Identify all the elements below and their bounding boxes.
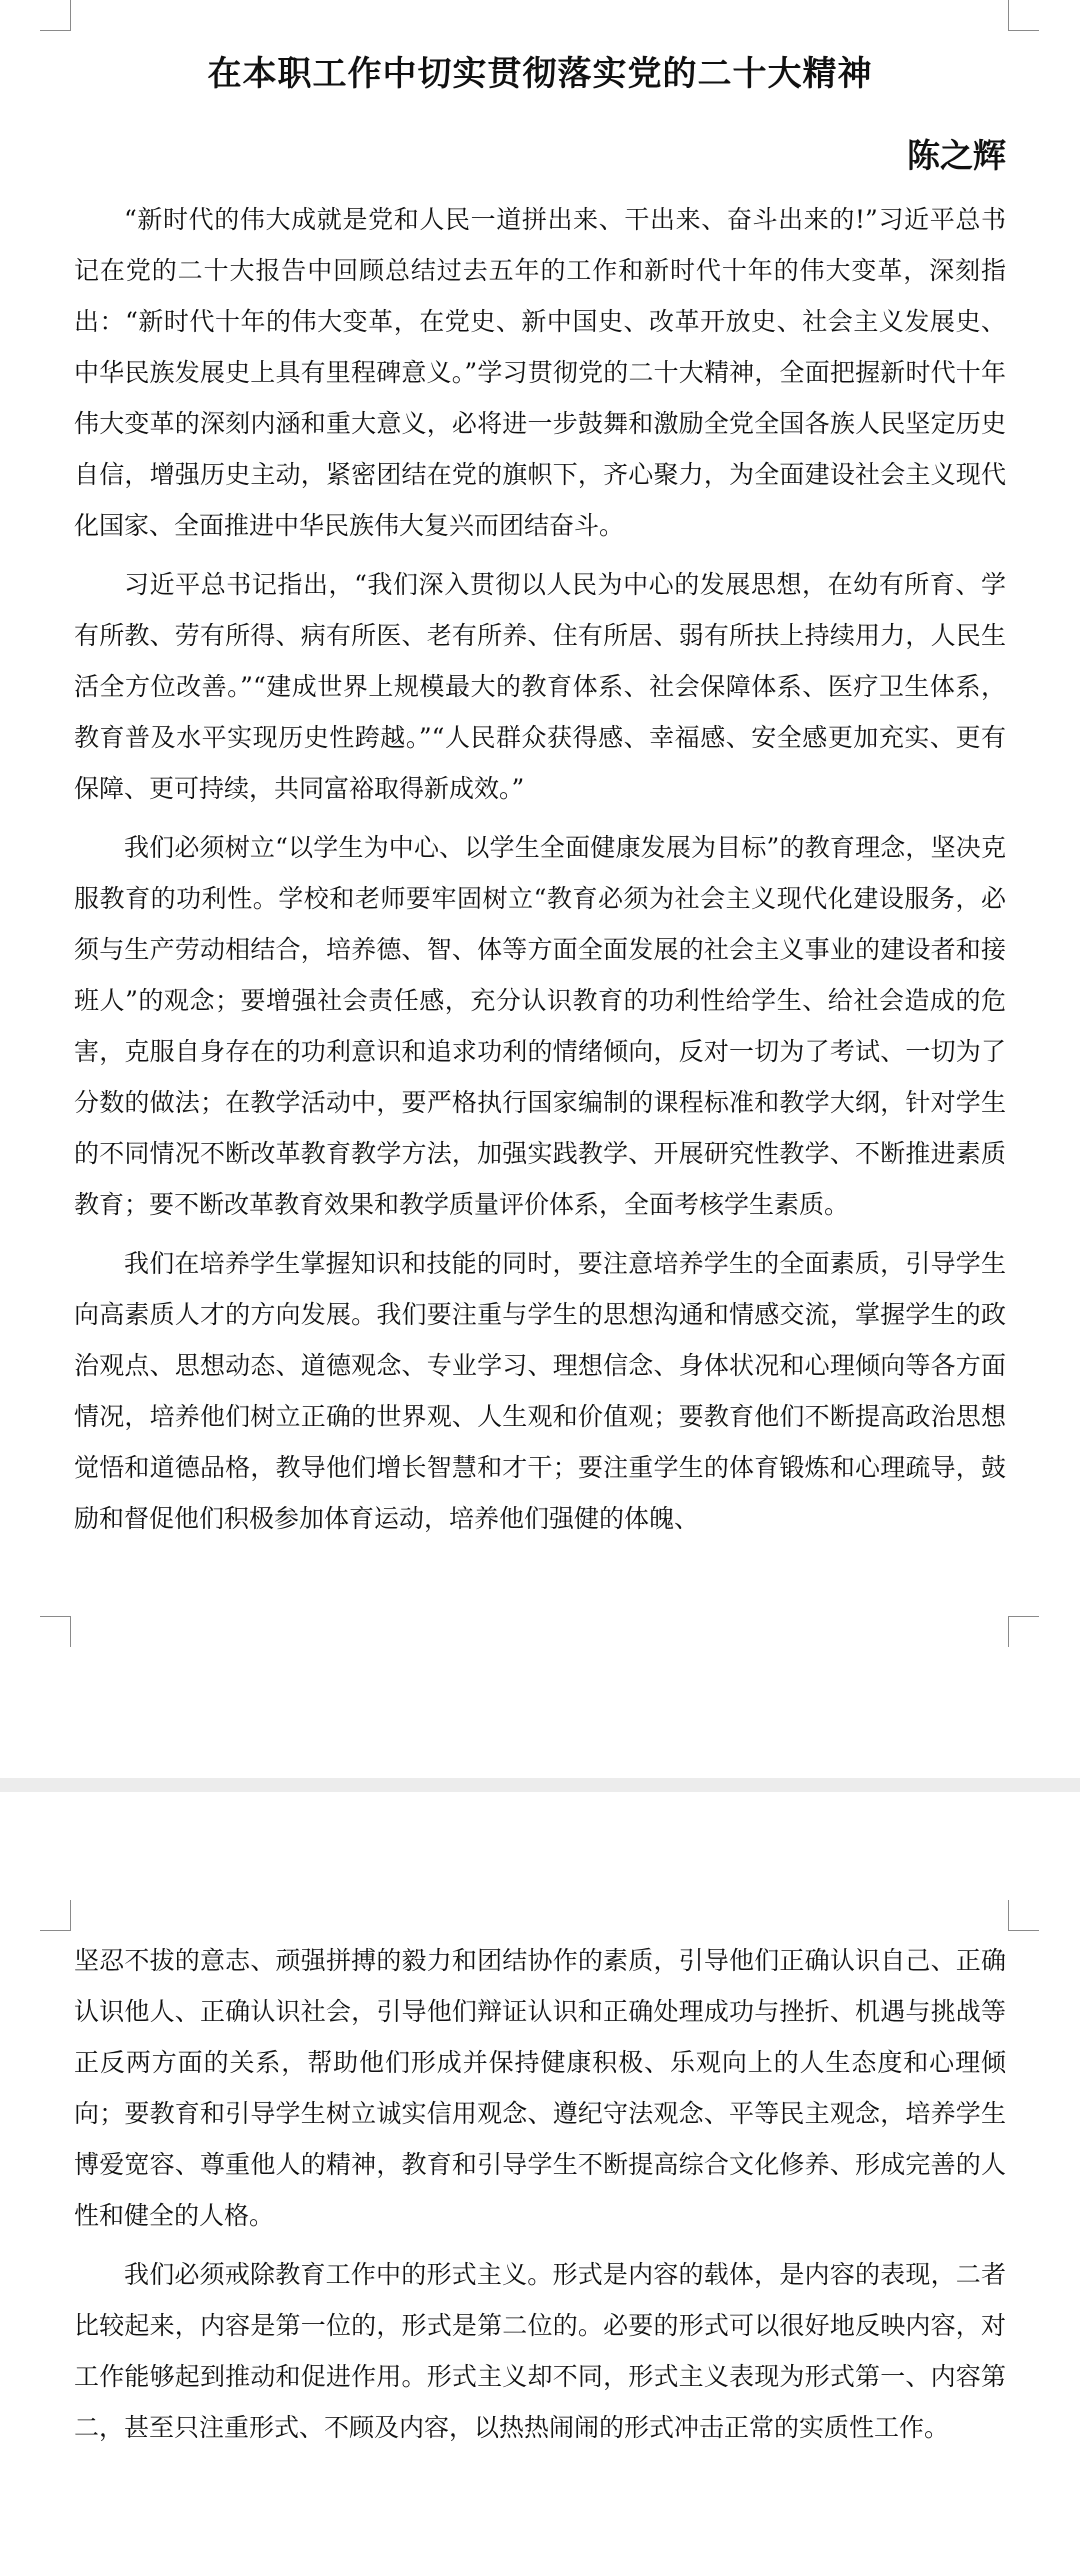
margin-corner-bottom-left [40, 1616, 71, 1647]
paragraph: 我们必须树立“以学生为中心、以学生全面健康发展为目标”的教育理念，坚决克服教育的功利性。学校和老师要牢固树立“教育必须为社会主义现代化建设服务，必须与生产劳动相结合，培养德、智、体等方面全面发展的社会主义事业的建设者和接班人”的观念；要增强社会责任感，充分认识教育的功利性给学生、给社会造成的危害，克服自身存在的功利意识和追求功利的情绪倾向，反对一切为了考试、一切为了分数的做法；在教学活动中，要严格执行国家编制的课程标准和教学大纲，针对学生的不同情况不断改革教育教学方法，加强实践教学、开展研究性教学、不断推进素质教育；要不断改革教育效果和教学质量评价体系，全面考核学生素质。 [74, 833, 1006, 1219]
document-page-2 [0, 1792, 1080, 2550]
page-separator [0, 1778, 1080, 1792]
paragraph: 我们在培养学生掌握知识和技能的同时，要注意培养学生的全面素质，引导学生向高素质人才的方向发展。我们要注重与学生的思想沟通和情感交流，掌握学生的政治观点、思想动态、道德观念、专业学习、理想信念、身体状况和心理倾向等各方面情况，培养他们树立正确的世界观、人生观和价值观；要教育他们不断提高政治思想觉悟和道德品格，教导他们增长智慧和才干；要注重学生的体育锻炼和心理疏导，鼓励和督促他们积极参加体育运动，培养他们强健的体魄、 [74, 1249, 1006, 1533]
document-title: 在本职工作中切实贯彻落实党的二十大精神 [207, 54, 873, 94]
page-1-body [74, 194, 1006, 1552]
paragraph: 我们必须戒除教育工作中的形式主义。形式是内容的载体，是内容的表现，二者比较起来，内容是第一位的，形式是第二位的。必要的形式可以很好地反映内容，对工作能够起到推动和促进作用。形式主义却不同，形式主义表现为形式第一、内容第二，甚至只注重形式、不顾及内容，以热热闹闹的形式冲击正常的实质性工作。 [74, 2260, 1006, 2442]
document-author: 陈之辉 [907, 136, 1006, 175]
paragraph-continuation: 坚忍不拔的意志、顽强拼搏的毅力和团结协作的素质，引导他们正确认识自己、正确认识他人、正确认识社会，引导他们辩证认识和正确处理成功与挫折、机遇与挑战等正反两方面的关系，帮助他们形成并保持健康积极、乐观向上的人生态度和心理倾向；要教育和引导学生树立诚实信用观念、遵纪守法观念、平等民主观念，培养学生博爱宽容、尊重他人的精神，教育和引导学生不断提高综合文化修养、形成完善的人性和健全的人格。 [74, 1946, 1006, 2230]
margin-corner-top-right [1008, 1900, 1039, 1931]
margin-corner-top-right [1008, 0, 1039, 31]
margin-corner-bottom-right [1008, 1616, 1039, 1647]
paragraph: “新时代的伟大成就是党和人民一道拼出来、干出来、奋斗出来的!”习近平总书记在党的二十大报告中回顾总结过去五年的工作和新时代十年的伟大变革，深刻指出：“新时代十年的伟大变革，在党史、新中国史、改革开放史、社会主义发展史、中华民族发展史上具有里程碑意义。”学习贯彻党的二十大精神，全面把握新时代十年伟大变革的深刻内涵和重大意义，必将进一步鼓舞和激励全党全国各族人民坚定历史自信，增强历史主动，紧密团结在党的旗帜下，齐心聚力，为全面建设社会主义现代化国家、全面推进中华民族伟大复兴而团结奋斗。 [74, 205, 1006, 540]
margin-corner-top-left [40, 0, 71, 31]
margin-corner-top-left [40, 1900, 71, 1931]
paragraph: 习近平总书记指出，“我们深入贯彻以人民为中心的发展思想，在幼有所育、学有所教、劳有所得、病有所医、老有所养、住有所居、弱有所扶上持续用力，人民生活全方位改善。”“建成世界上规模最大的教育体系、社会保障体系、医疗卫生体系，教育普及水平实现历史性跨越。”“人民群众获得感、幸福感、安全感更加充实、更有保障、更可持续，共同富裕取得新成效。” [74, 570, 1006, 803]
page-2-body [74, 1935, 1006, 2461]
